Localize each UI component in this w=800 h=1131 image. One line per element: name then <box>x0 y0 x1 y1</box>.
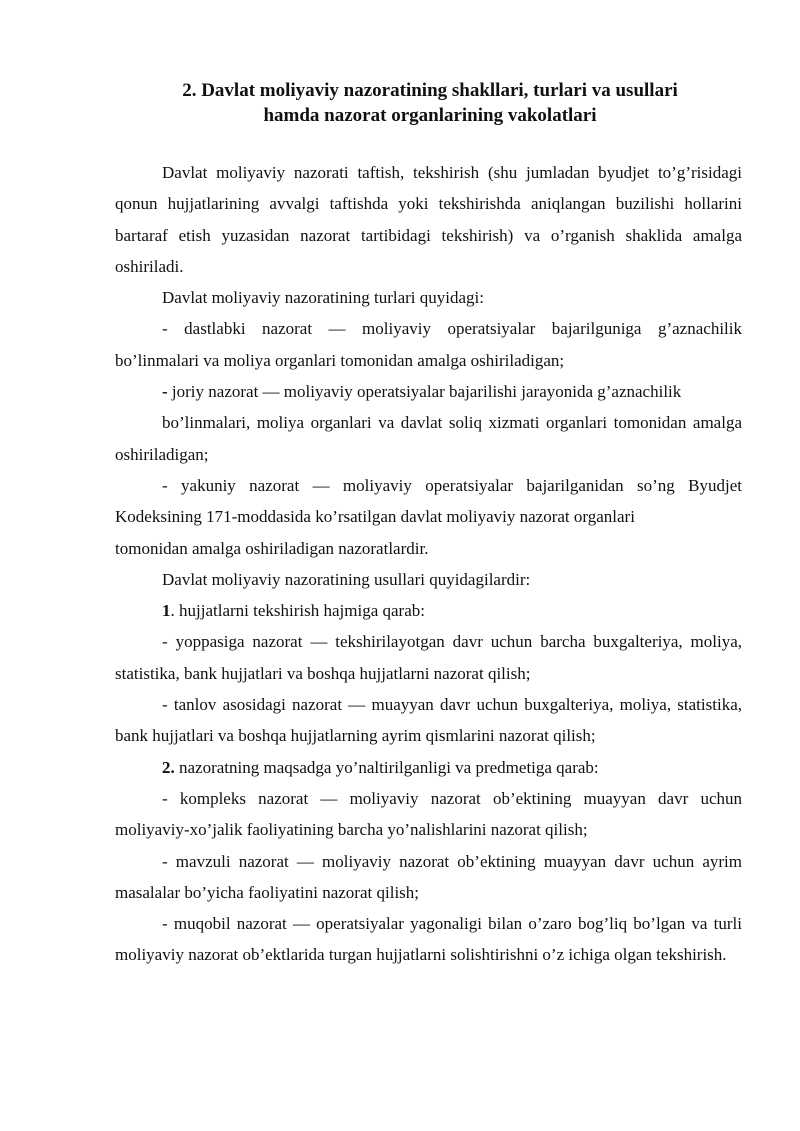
paragraph-preliminary-control: - dastlabki nazorat — moliyaviy operatsiyalar bajarilguniga g’aznachilik bo’linmalari va moliya organlari tomonidan amalga oshiriladigan; <box>115 319 742 370</box>
section-heading-line-1: 2. Davlat moliyaviy nazoratining shakllari, turlari va usullari <box>182 80 678 101</box>
paragraph-types-intro: Davlat moliyaviy nazoratining turlari quyidagi: <box>162 288 484 308</box>
paragraph-alternative-control: - muqobil nazorat — operatsiyalar yagonaligi bilan o’zaro bog’liq bo’lgan va turli moliyaviy nazorat ob’ektlarida turgan hujjatlarni solishtirishni o’z ichiga olgan tekshirish. <box>115 914 742 965</box>
paragraph-methods-intro: Davlat moliyaviy nazoratining usullari quyidagilardir: <box>162 569 531 589</box>
paragraph-final-control-line-3: tomonidan amalga oshiriladigan nazoratlardir. <box>115 538 429 558</box>
list-dash: - <box>162 382 168 402</box>
paragraph-final-control-line-1: - yakuniy nazorat — moliyaviy operatsiyalar bajarilganidan so’ng Byudjet <box>162 475 742 495</box>
paragraph-thematic-control: - mavzuli nazorat — moliyaviy nazorat ob’ektining muayyan davr uchun ayrim masalalar bo’yicha faoliyatini nazorat qilish; <box>115 851 742 902</box>
paragraph-method-2 <box>115 752 742 783</box>
paragraph-selective-control: - tanlov asosidagi nazorat — muayyan davr uchun buxgalteriya, moliya, statistika, bank hujjatlari va boshqa hujjatlarning ayrim qismlarini nazorat qilish; <box>115 695 742 746</box>
paragraph-forms: Davlat moliyaviy nazorati taftish, tekshirish (shu jumladan byudjet to’g’risidagi qonun hujjatlarining avvalgi taftishda yoki tekshirishda aniqlangan buzilishi hollarini bartaraf etish yuzasidan nazorat tartibidagi tekshirish) va o’rganish shaklida amalga oshiriladi. <box>115 163 742 276</box>
method-number-2: 2. <box>162 757 175 777</box>
paragraph-current-control-continued: bo’linmalari, moliya organlari va davlat soliq xizmati organlari tomonidan amalga oshiriladigan; <box>115 413 742 464</box>
paragraph-current-control-text: joriy nazorat — moliyaviy operatsiyalar bajarilishi jarayonida g’aznachilik <box>167 382 682 402</box>
paragraph-final-control-line-2: Kodeksining 171-moddasida ko’rsatilgan davlat moliyaviy nazorat organlari <box>115 507 635 527</box>
paragraph-total-control: - yoppasiga nazorat — tekshirilayotgan davr uchun barcha buxgalteriya, moliya, statistika, bank hujjatlari va boshqa hujjatlarni nazorat qilish; <box>115 632 742 683</box>
method-1-text: . hujjatlarni tekshirish hajmiga qarab: <box>170 601 425 621</box>
method-2-text: nazoratning maqsadga yo’naltirilganligi va predmetiga qarab: <box>174 757 599 777</box>
paragraph-complex-control: - kompleks nazorat — moliyaviy nazorat ob’ektining muayyan davr uchun moliyaviy-xo’jalik faoliyatining barcha yo’nalishlarini nazorat qilish; <box>115 788 742 840</box>
method-number-1: 1 <box>162 601 171 621</box>
document-body <box>115 157 742 971</box>
section-heading-line-2: hamda nazorat organlarining vakolatlari <box>263 105 597 126</box>
paragraph-current-control <box>115 376 742 407</box>
paragraph-method-1 <box>115 595 742 626</box>
